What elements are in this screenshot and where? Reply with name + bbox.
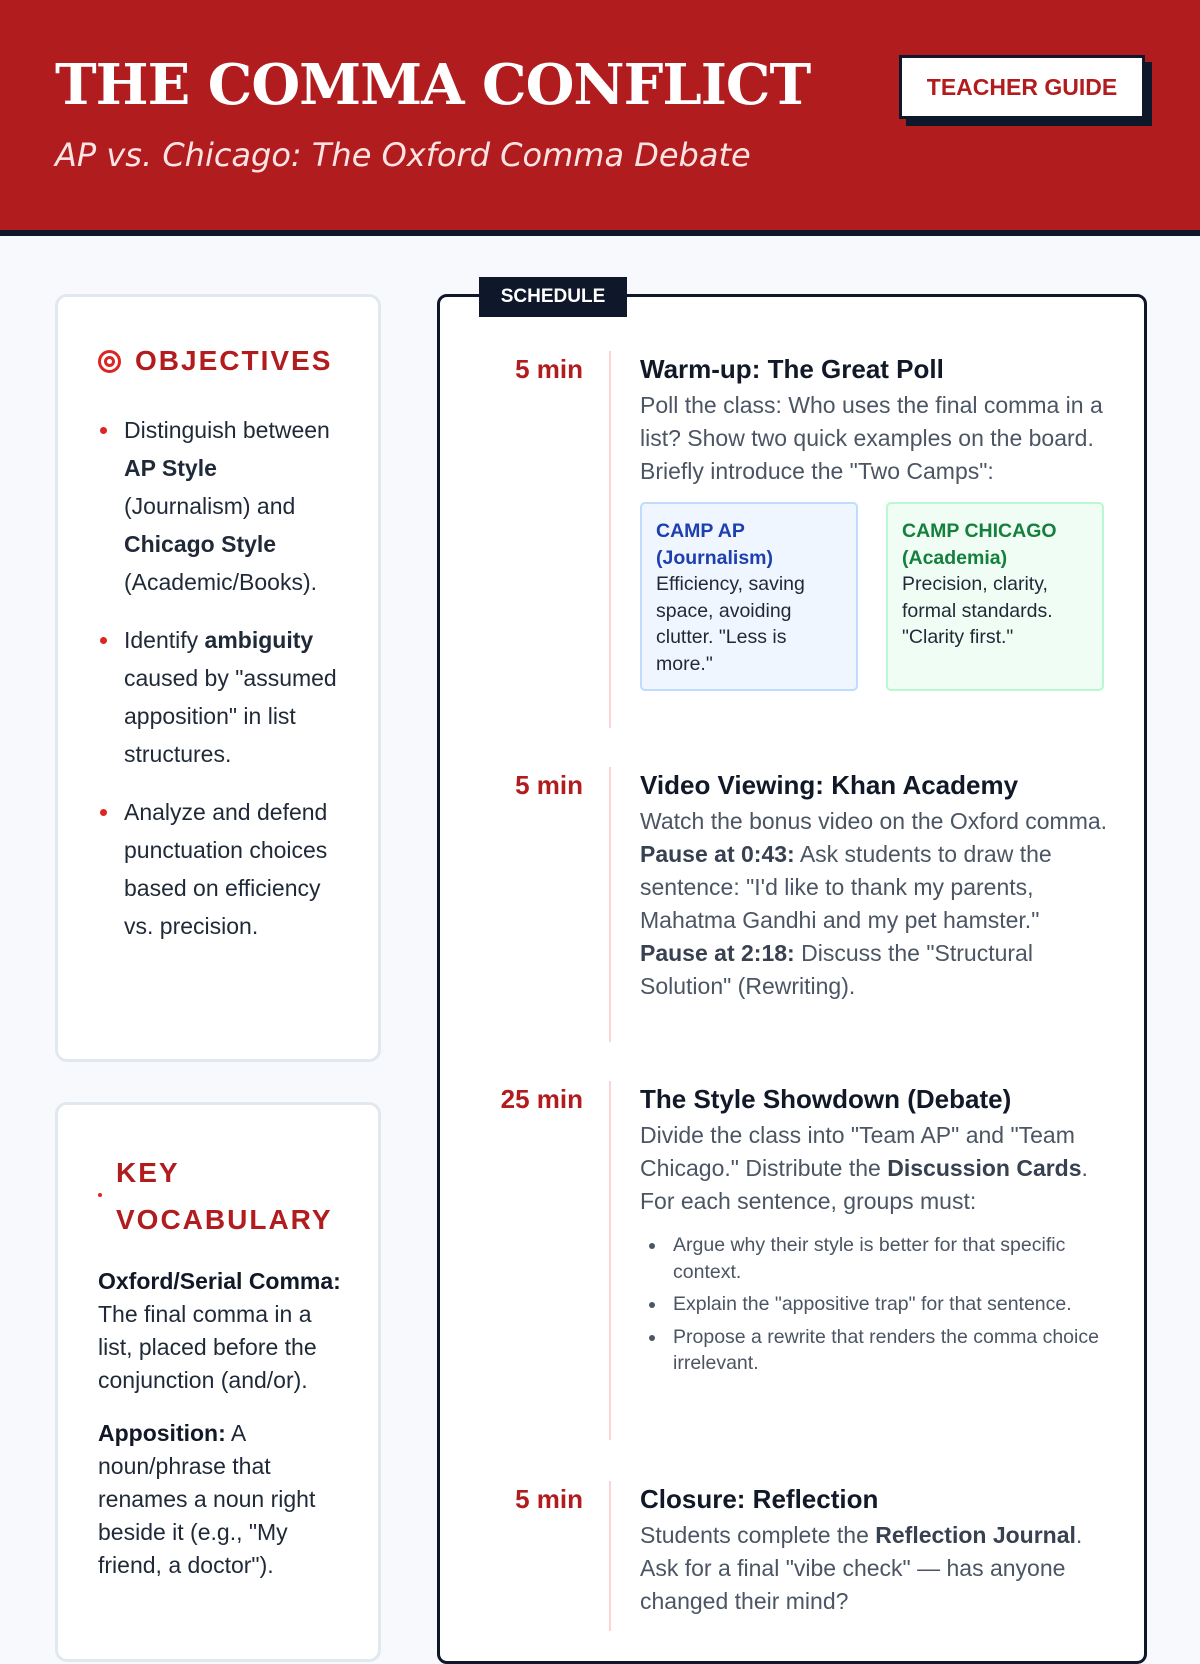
debate-steps-list	[640, 1232, 1110, 1377]
time-label: 5 min	[515, 354, 583, 384]
activity-title: Warm-up: The Great Poll	[640, 354, 944, 384]
schedule-item-content	[640, 767, 1110, 1003]
activity-description: Poll the class: Who uses the final comma in a list? Show two quick examples on the board. Briefly introduce the "Two Camps":	[640, 392, 1103, 484]
header-banner	[0, 0, 1200, 236]
vocabulary-list	[98, 1265, 350, 1602]
time-label: 5 min	[515, 770, 583, 800]
time-label: 25 min	[500, 1084, 583, 1114]
page-subtitle: AP vs. Chicago: The Oxford Comma Debate	[55, 136, 751, 174]
schedule-item-content	[640, 1481, 1110, 1618]
timeline-rule	[609, 1481, 611, 1631]
vocab-term: Oxford/Serial Comma: The final comma in a list, placed before the conjunction (and/or).	[98, 1268, 341, 1393]
camp-ap-title: CAMP AP (Journalism)	[656, 520, 774, 569]
activity-description: Divide the class into "Team AP" and "Team Chicago." Distribute the Discussion Cards. For each sentence, groups must:	[640, 1122, 1088, 1214]
time-label: 5 min	[515, 1484, 583, 1514]
target-icon	[98, 350, 121, 373]
list-item: Argue why their style is better for that specific context.	[640, 1232, 1110, 1285]
objective-item: Identify ambiguity caused by "assumed apposition" in list structures.	[98, 621, 348, 773]
timeline-rule	[609, 767, 611, 1042]
activity-title: Closure: Reflection	[640, 1484, 879, 1514]
camp-chicago-text: Precision, clarity, formal standards. "Clarity first."	[902, 573, 1053, 648]
objectives-heading	[98, 345, 332, 377]
bullet-dot-icon	[98, 1193, 102, 1197]
vocab-term: Apposition: A noun/phrase that renames a noun right beside it (e.g., "My friend, a doctor").	[98, 1420, 316, 1578]
objectives-heading-text: OBJECTIVES	[135, 345, 333, 376]
schedule-item-content	[640, 1081, 1110, 1383]
camp-chicago-title: CAMP CHICAGO (Academia)	[902, 520, 1057, 569]
camp-chicago-box	[886, 502, 1104, 691]
activity-title: Video Viewing: Khan Academy	[640, 770, 1019, 800]
objectives-list	[98, 411, 348, 965]
vocabulary-card	[55, 1102, 381, 1662]
timeline-rule	[609, 1081, 611, 1440]
activity-title: The Style Showdown (Debate)	[640, 1084, 1012, 1114]
objectives-card	[55, 294, 381, 1062]
objective-item: Distinguish between AP Style (Journalism) and Chicago Style (Academic/Books).	[98, 411, 348, 601]
list-item: Propose a rewrite that renders the comma choice irrelevant.	[640, 1324, 1110, 1377]
list-item: Explain the "appositive trap" for that sentence.	[640, 1291, 1110, 1318]
activity-description: Students complete the Reflection Journal. Ask for a final "vibe check" — has anyone changed their mind?	[640, 1522, 1083, 1614]
camps-row	[640, 502, 1110, 691]
teacher-guide-badge: TEACHER GUIDE	[899, 55, 1145, 119]
camp-ap-box	[640, 502, 858, 691]
vocabulary-heading: KEY VOCABULARY	[116, 1157, 333, 1235]
schedule-label: SCHEDULE	[479, 277, 627, 317]
page-title: THE COMMA CONFLICT	[55, 52, 811, 118]
camp-ap-text: Efficiency, saving space, avoiding clutter. "Less is more."	[656, 573, 805, 675]
schedule-item-content	[640, 351, 1110, 691]
timeline-rule	[609, 351, 611, 728]
objective-item: Analyze and defend punctuation choices based on efficiency vs. precision.	[98, 793, 348, 945]
activity-description: Watch the bonus video on the Oxford comma. Pause at 0:43: Ask students to draw the sentence: "I'd like to thank my parents, Mahatma Gandhi and my pet hamster." Pause at 2:18: Discuss the "Structural Solution" (Rewriting).	[640, 808, 1108, 999]
